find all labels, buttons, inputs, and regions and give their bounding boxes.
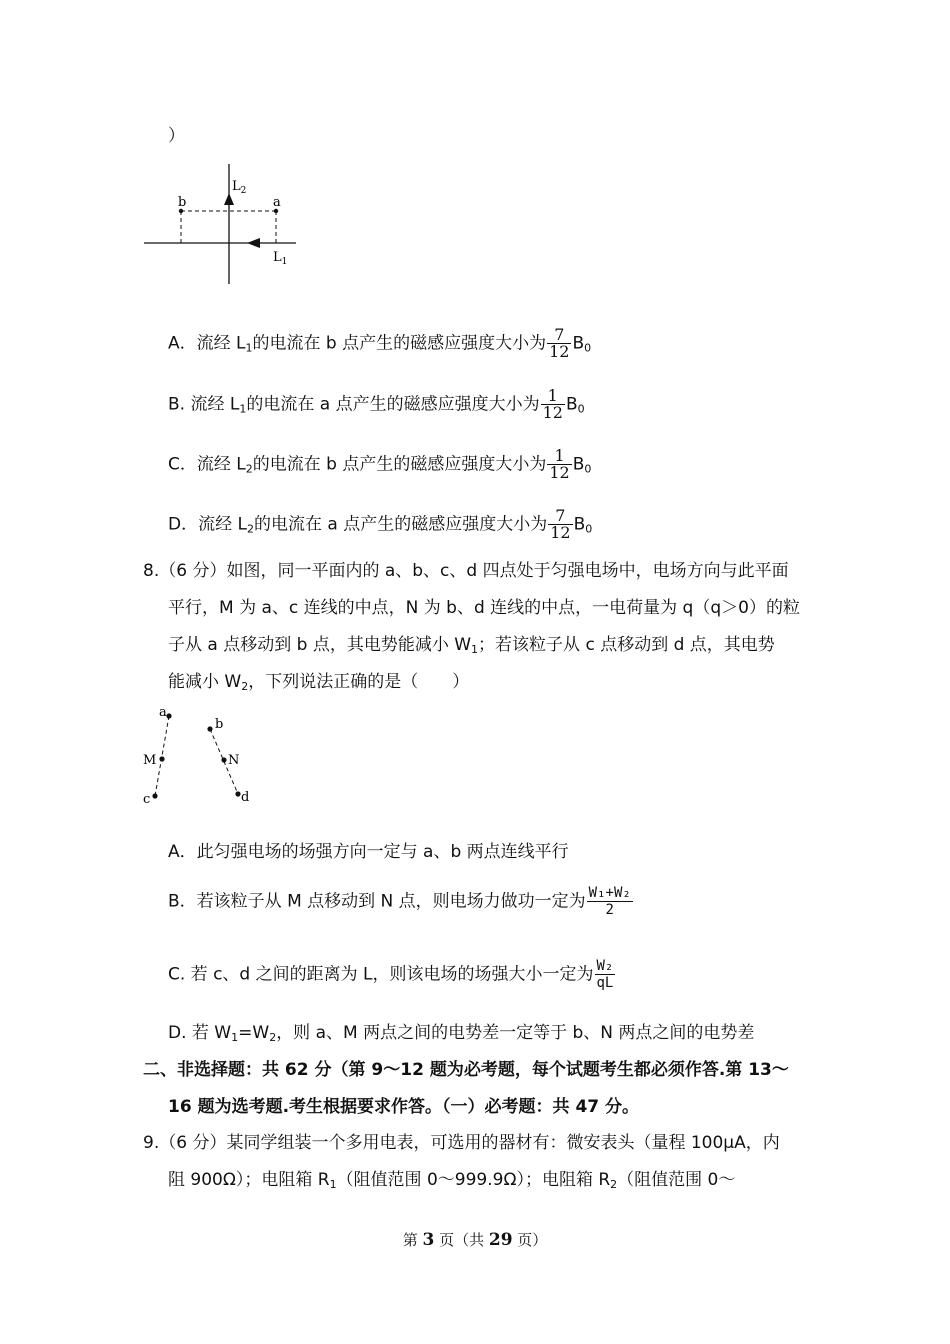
q7-option-c: C．流经 $L_2$的电流在 b 点产生的磁感应强度大小为 $\frac{1}{12}$ $B_0$ <box>168 446 592 482</box>
q8-line-1: 8.（6 分）如图，同一平面内的 a、b、c、d 四点处于匀强电场中，电场方向与此平面 <box>143 561 789 581</box>
page-footer: 第 3 页（共 29 页） <box>402 1230 548 1250</box>
label-l1: $L_1$ <box>273 250 288 267</box>
q8-line-2: 平行，M 为 a、c 连线的中点，N 为 b、d 连线的中点，一电荷量为 q（q＞0）的粒 <box>168 598 800 618</box>
section-2-line-2: 16 题为选考题.考生根据要求作答。（一）必考题：共 47 分。 <box>168 1097 640 1117</box>
point-b <box>207 726 212 731</box>
q9-line-2: 阻 900Ω）；电阻箱 $R_1$（阻值范围 0～999.9Ω）；电阻箱 $R_2$（阻值范围 0～ <box>168 1170 736 1191</box>
q8-line-3: 子从 a 点移动到 b 点，其电势能减小 $W_1$；若该粒子从 c 点移动到 d 点，其电势 <box>168 635 775 656</box>
q7-figure <box>140 160 310 290</box>
l1-arrow-icon <box>247 238 260 248</box>
top-paren: ） <box>168 126 185 146</box>
label-m: M <box>143 753 157 768</box>
label-b: b <box>215 717 224 732</box>
dash-ac <box>155 716 169 796</box>
point-m <box>159 756 164 761</box>
point-c <box>152 793 157 798</box>
page-number: 3 <box>422 1230 435 1250</box>
label-a: a <box>273 195 281 210</box>
label-l2: $L_2$ <box>232 179 247 196</box>
point-a <box>166 713 171 718</box>
q8-option-a: A．此匀强电场的场强方向一定与 a、b 两点连线平行 <box>168 842 569 862</box>
q8-figure <box>138 702 258 810</box>
label-d: d <box>241 790 250 805</box>
point-d <box>235 791 240 796</box>
total-pages: 29 <box>488 1230 513 1250</box>
label-b: b <box>178 195 187 210</box>
section-2-line-1: 二、非选择题：共 62 分（第 9～12 题为必考题，每个试题考生都必须作答.第 13～ <box>143 1060 789 1080</box>
q8-option-b: B．若该粒子从 M 点移动到 N 点，则电场力做功一定为 $\frac{\text{W₁+W₂}}{2}$ <box>168 885 631 918</box>
point-n <box>221 757 226 762</box>
q8-option-d: D. 若 $W_1=W_2$，则 a、M 两点之间的电势差一定等于 b、N 两点之间的电势差 <box>168 1023 755 1044</box>
label-n: N <box>228 753 240 768</box>
label-a: a <box>159 705 167 720</box>
q8-line-4: 能减小 $W_2$，下列说法正确的是（ ） <box>168 672 470 693</box>
label-c: c <box>143 792 151 807</box>
q7-option-b: B. 流经 $L_1$的电流在 a 点产生的磁感应强度大小为 $\frac{1}{12}$ $B_0$ <box>168 386 585 422</box>
q9-line-1: 9.（6 分）某同学组装一个多用电表，可选用的器材有：微安表头（量程 100μA，内 <box>143 1133 780 1153</box>
q7-option-a: A．流经 $L_1$的电流在 b 点产生的磁感应强度大小为 $\frac{7}{12}$ $B_0$ <box>168 325 592 361</box>
q8-option-c: C. 若 c、d 之间的距离为 L，则该电场的场强大小一定为 $\frac{\text{W₂}}{qL}$ <box>168 958 614 991</box>
l2-arrow-icon <box>224 193 234 205</box>
q7-option-d: D．流经 $L_2$的电流在 a 点产生的磁感应强度大小为 $\frac{7}{12}$ $B_0$ <box>168 506 593 542</box>
